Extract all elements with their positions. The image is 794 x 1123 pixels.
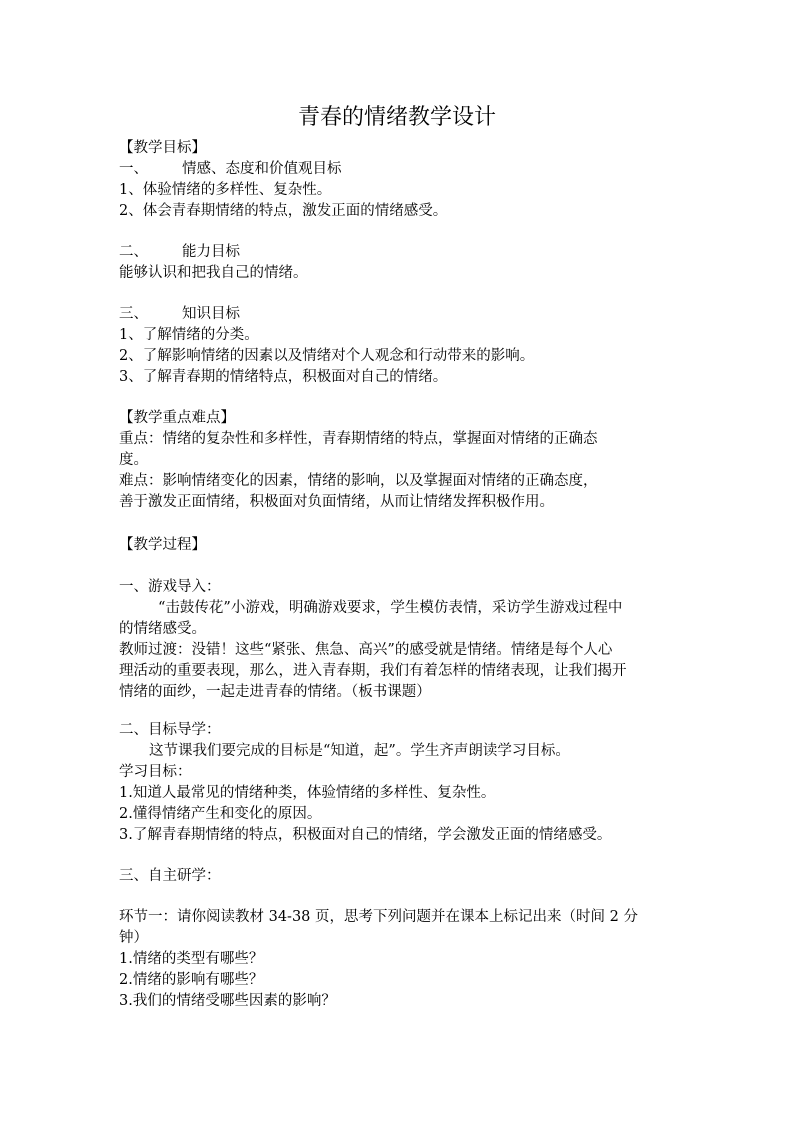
key-line-1: 重点：情绪的复杂性和多样性，青春期情绪的特点，掌握面对情绪的正确态 [119,431,598,447]
goal1-item-2: 2、体会青春期情绪的特点，激发正面的情绪感受。 [119,203,448,219]
goal2-item-1: 能够认识和把我自己的情绪。 [119,265,308,281]
goal3-item-1: 1、了解情绪的分类。 [119,327,259,343]
step1-line-2: 的情绪感受。 [119,621,206,637]
goal1-item-1: 1、体验情绪的多样性、复杂性。 [119,182,332,198]
step2-line-4: 2.懂得情绪产生和变化的原因。 [119,806,322,822]
step2-line-5: 3.了解青春期情绪的特点，积极面对自己的情绪，学会激发正面的情绪感受。 [119,827,612,843]
step3-question-2: 2.情绪的影响有哪些？ [119,972,264,988]
goals-header: 【教学目标】 [119,140,206,156]
goal2-heading: 二、 能力目标 [119,244,240,260]
difficulty-line-1: 难点：影响情绪变化的因素，情绪的影响，以及掌握面对情绪的正确态度， [119,473,598,489]
step2-line-2: 学习目标： [119,764,192,780]
keypoints-header: 【教学重点难点】 [119,410,235,426]
step3-line-2: 钟） [119,930,148,946]
goal3-heading: 三、 知识目标 [119,306,240,322]
step2-title: 二、目标导学： [119,722,221,738]
process-header: 【教学过程】 [119,537,206,553]
step1-line-4: 理活动的重要表现，那么，进入青春期，我们有着怎样的情绪表现，让我们揭开 [119,663,627,679]
step3-question-1: 1.情绪的类型有哪些？ [119,951,264,967]
step2-line-3: 1.知道人最常见的情绪种类，体验情绪的多样性、复杂性。 [119,785,496,801]
step1-line-3: 教师过渡：没错！这些“紧张、焦急、高兴”的感受就是情绪。情绪是每个人心 [119,642,613,658]
step3-question-3: 3.我们的情绪受哪些因素的影响？ [119,993,336,1009]
step1-line-5: 情绪的面纱，一起走进青春的情绪。（板书课题） [119,684,431,700]
key-line-2: 度。 [119,452,148,468]
document-title: 青春的情绪教学设计 [297,105,496,130]
goal1-heading: 一、 情感、态度和价值观目标 [119,161,342,177]
step1-line-1: “击鼓传花”小游戏，明确游戏要求，学生模仿表情，采访学生游戏过程中 [158,600,623,616]
goal3-item-3: 3、了解青春期的情绪特点，积极面对自己的情绪。 [119,369,448,385]
step3-line-1: 环节一：请你阅读教材 34-38 页，思考下列问题并在课本上标记出来（时间 2 分 [119,909,638,925]
step1-title: 一、游戏导入： [119,579,221,595]
step3-title: 三、自主研学： [119,868,221,884]
difficulty-line-2: 善于激发正面情绪，积极面对负面情绪，从而让情绪发挥积极作用。 [119,494,554,510]
step2-line-1: 这节课我们要完成的目标是“知道，起”。学生齐声朗读学习目标。 [149,743,570,759]
goal3-item-2: 2、了解影响情绪的因素以及情绪对个人观念和行动带来的影响。 [119,348,535,364]
